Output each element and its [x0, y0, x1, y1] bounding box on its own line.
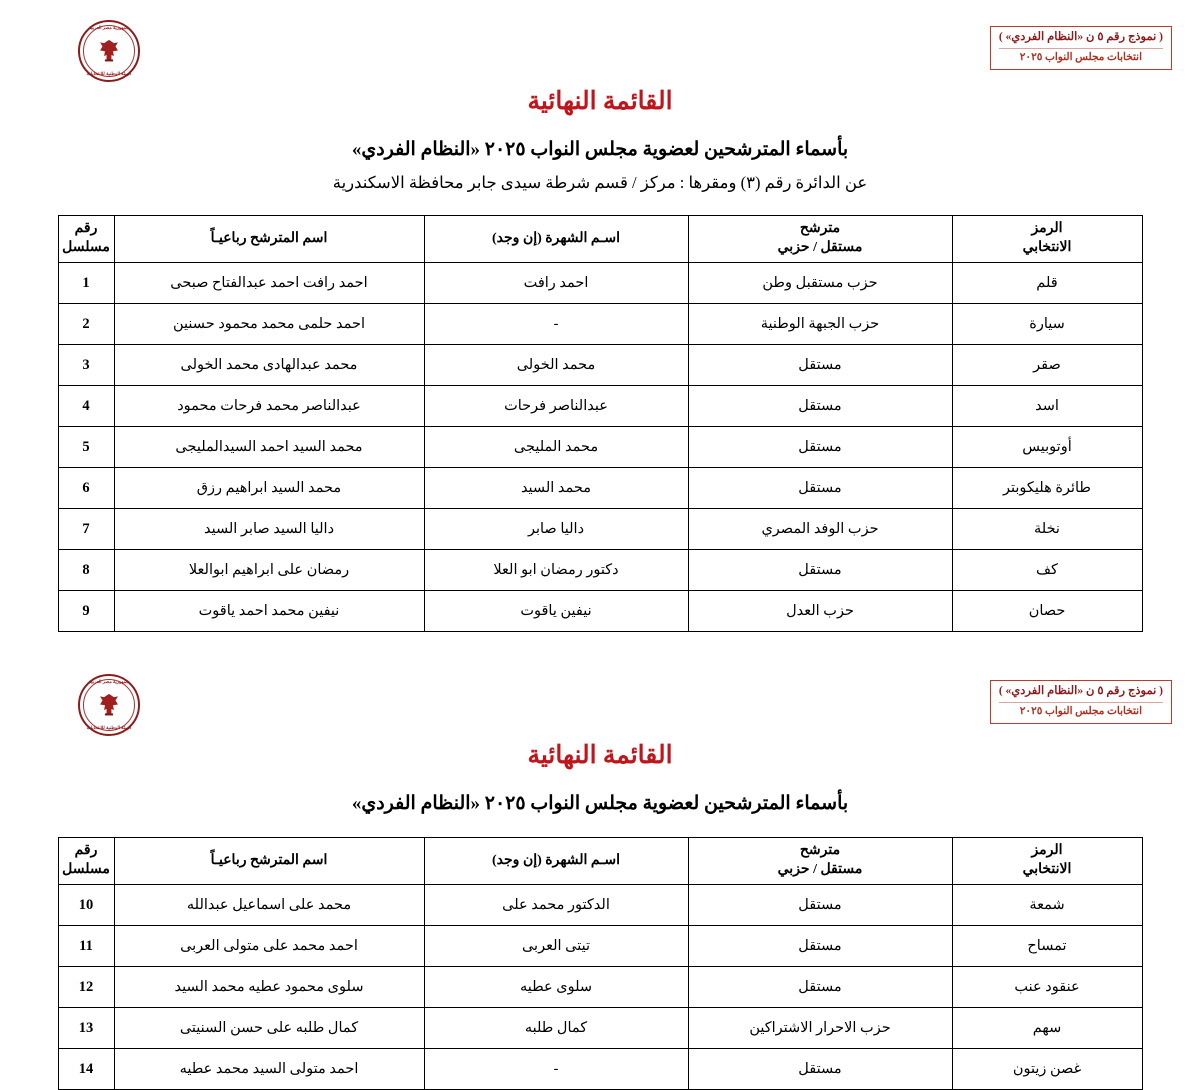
table-row — [58, 1008, 1142, 1049]
cell-full-name: رمضان على ابراهيم ابوالعلا — [114, 550, 424, 591]
cell-full-name: محمد على اسماعيل عبدالله — [114, 885, 424, 926]
cell-serial: 7 — [58, 509, 114, 550]
table-row — [58, 345, 1142, 386]
cell-known-as: احمد رافت — [424, 263, 688, 304]
cell-party: حزب مستقبل وطن — [688, 263, 952, 304]
cell-party: مستقل — [688, 468, 952, 509]
cell-full-name: احمد رافت احمد عبدالفتاح صبحى — [114, 263, 424, 304]
cell-symbol: سيارة — [952, 304, 1142, 345]
cell-full-name: كمال طلبه على حسن السنيتى — [114, 1008, 424, 1049]
table-row — [58, 386, 1142, 427]
cell-serial: 14 — [58, 1049, 114, 1090]
table-row — [58, 967, 1142, 1008]
cell-known-as: داليا صابر — [424, 509, 688, 550]
column-header-full-name: اسم المترشح رباعيـاً — [114, 838, 424, 885]
form-number-box-2 — [990, 680, 1172, 724]
column-header-party: مترشح مستقل / حزبي — [688, 216, 952, 263]
cell-party: حزب الاحرار الاشتراكين — [688, 1008, 952, 1049]
cell-symbol: كف — [952, 550, 1142, 591]
table-row — [58, 591, 1142, 632]
cell-serial: 5 — [58, 427, 114, 468]
cell-full-name: محمد السيد ابراهيم رزق — [114, 468, 424, 509]
cell-full-name: محمد عبدالهادى محمد الخولى — [114, 345, 424, 386]
cell-known-as: محمد المليجى — [424, 427, 688, 468]
table-row — [58, 885, 1142, 926]
table-row — [58, 304, 1142, 345]
table-row — [58, 1049, 1142, 1090]
cell-party: مستقل — [688, 550, 952, 591]
form-number-line1: ( نموذج رقم ٥ ن «النظام الفردي» ) — [998, 31, 1163, 43]
cell-party: مستقل — [688, 345, 952, 386]
cell-known-as: - — [424, 1049, 688, 1090]
page-subtitle-1: بأسماء المترشحين لعضوية مجلس النواب ٢٠٢٥ «النظام الفردي» — [351, 139, 849, 160]
cell-serial: 9 — [58, 591, 114, 632]
cell-serial: 8 — [58, 550, 114, 591]
cell-party: مستقل — [688, 386, 952, 427]
cell-symbol: تمساح — [952, 926, 1142, 967]
table-row — [58, 509, 1142, 550]
cell-party: مستقل — [688, 427, 952, 468]
cell-full-name: سلوى محمود عطيه محمد السيد — [114, 967, 424, 1008]
national-election-authority-seal-icon — [78, 20, 140, 82]
seal-bottom-text: الهيئة الوطنية للانتخابات — [86, 71, 132, 76]
cell-serial: 3 — [58, 345, 114, 386]
cell-full-name: داليا السيد صابر السيد — [114, 509, 424, 550]
form-number-line2: انتخابات مجلس النواب ٢٠٢٥ — [999, 48, 1163, 65]
table-header-row — [58, 838, 1142, 885]
cell-symbol: نخلة — [952, 509, 1142, 550]
table-row — [58, 468, 1142, 509]
cell-symbol: قلم — [952, 263, 1142, 304]
cell-serial: 2 — [58, 304, 114, 345]
header-strip-2 — [0, 672, 1200, 734]
column-header-full-name: اسم المترشح رباعيـاً — [114, 216, 424, 263]
column-header-party: مترشح مستقل / حزبي — [688, 838, 952, 885]
cell-known-as: محمد السيد — [424, 468, 688, 509]
cell-serial: 13 — [58, 1008, 114, 1049]
candidates-table-1 — [58, 215, 1143, 632]
cell-known-as: عبدالناصر فرحات — [424, 386, 688, 427]
table-row — [58, 550, 1142, 591]
cell-symbol: اسد — [952, 386, 1142, 427]
cell-serial: 11 — [58, 926, 114, 967]
cell-known-as: سلوى عطيه — [424, 967, 688, 1008]
column-header-symbol: الرمز الانتخابي — [952, 838, 1142, 885]
table-row — [58, 427, 1142, 468]
candidates-table-2 — [58, 837, 1143, 1090]
column-header-serial: رقم مسلسل — [58, 838, 114, 885]
page-title-2: القائمة النهائية — [527, 742, 673, 769]
section-divider-space — [0, 632, 1200, 658]
cell-full-name: نيفين محمد احمد ياقوت — [114, 591, 424, 632]
seal-top-text: جمهورية مصر العربية — [88, 679, 130, 684]
header-strip-1 — [0, 18, 1200, 80]
table-row — [58, 263, 1142, 304]
cell-known-as: كمال طلبه — [424, 1008, 688, 1049]
cell-serial: 12 — [58, 967, 114, 1008]
cell-full-name: احمد محمد على متولى العربى — [114, 926, 424, 967]
cell-party: حزب الجبهة الوطنية — [688, 304, 952, 345]
column-header-symbol: الرمز الانتخابي — [952, 216, 1142, 263]
cell-symbol: صقر — [952, 345, 1142, 386]
cell-symbol: سهم — [952, 1008, 1142, 1049]
cell-known-as: محمد الخولى — [424, 345, 688, 386]
cell-party: مستقل — [688, 885, 952, 926]
form-number-line2: انتخابات مجلس النواب ٢٠٢٥ — [999, 702, 1163, 719]
seal-top-text: جمهورية مصر العربية — [88, 25, 130, 30]
national-election-authority-seal-icon — [78, 674, 140, 736]
cell-party: حزب الوفد المصري — [688, 509, 952, 550]
cell-symbol: حصان — [952, 591, 1142, 632]
cell-serial: 10 — [58, 885, 114, 926]
cell-symbol: عنقود عنب — [952, 967, 1142, 1008]
cell-full-name: احمد حلمى محمد محمود حسنين — [114, 304, 424, 345]
cell-full-name: احمد متولى السيد محمد عطيه — [114, 1049, 424, 1090]
cell-full-name: محمد السيد احمد السيدالمليجى — [114, 427, 424, 468]
cell-party: حزب العدل — [688, 591, 952, 632]
list-section-2 — [0, 658, 1200, 1090]
cell-party: مستقل — [688, 926, 952, 967]
cell-symbol: غصن زيتون — [952, 1049, 1142, 1090]
cell-known-as: نيفين ياقوت — [424, 591, 688, 632]
table-row — [58, 926, 1142, 967]
column-header-known-as: اسـم الشهرة (إن وجد) — [424, 838, 688, 885]
cell-known-as: - — [424, 304, 688, 345]
table-header-row — [58, 216, 1142, 263]
eagle-icon — [96, 691, 122, 717]
cell-symbol: أوتوبيس — [952, 427, 1142, 468]
form-number-box-1 — [990, 26, 1172, 70]
seal-bottom-text: الهيئة الوطنية للانتخابات — [86, 725, 132, 730]
page-subtitle-2: بأسماء المترشحين لعضوية مجلس النواب ٢٠٢٥ «النظام الفردي» — [351, 793, 849, 814]
cell-known-as: الدكتور محمد على — [424, 885, 688, 926]
cell-symbol: شمعة — [952, 885, 1142, 926]
cell-known-as: دكتور رمضان ابو العلا — [424, 550, 688, 591]
cell-full-name: عبدالناصر محمد فرحات محمود — [114, 386, 424, 427]
cell-serial: 1 — [58, 263, 114, 304]
column-header-known-as: اسـم الشهرة (إن وجد) — [424, 216, 688, 263]
district-line: عن الدائرة رقم (٣) ومقرها : مركز / قسم شرطة سيدى جابر محافظة الاسكندرية — [332, 173, 868, 192]
column-header-serial: رقم مسلسل — [58, 216, 114, 263]
cell-party: مستقل — [688, 1049, 952, 1090]
form-number-line1: ( نموذج رقم ٥ ن «النظام الفردي» ) — [998, 685, 1163, 697]
eagle-icon — [96, 37, 122, 63]
cell-serial: 6 — [58, 468, 114, 509]
cell-party: مستقل — [688, 967, 952, 1008]
cell-serial: 4 — [58, 386, 114, 427]
page-title-1: القائمة النهائية — [527, 88, 673, 115]
cell-known-as: تيتى العربى — [424, 926, 688, 967]
cell-symbol: طائرة هليكوبتر — [952, 468, 1142, 509]
